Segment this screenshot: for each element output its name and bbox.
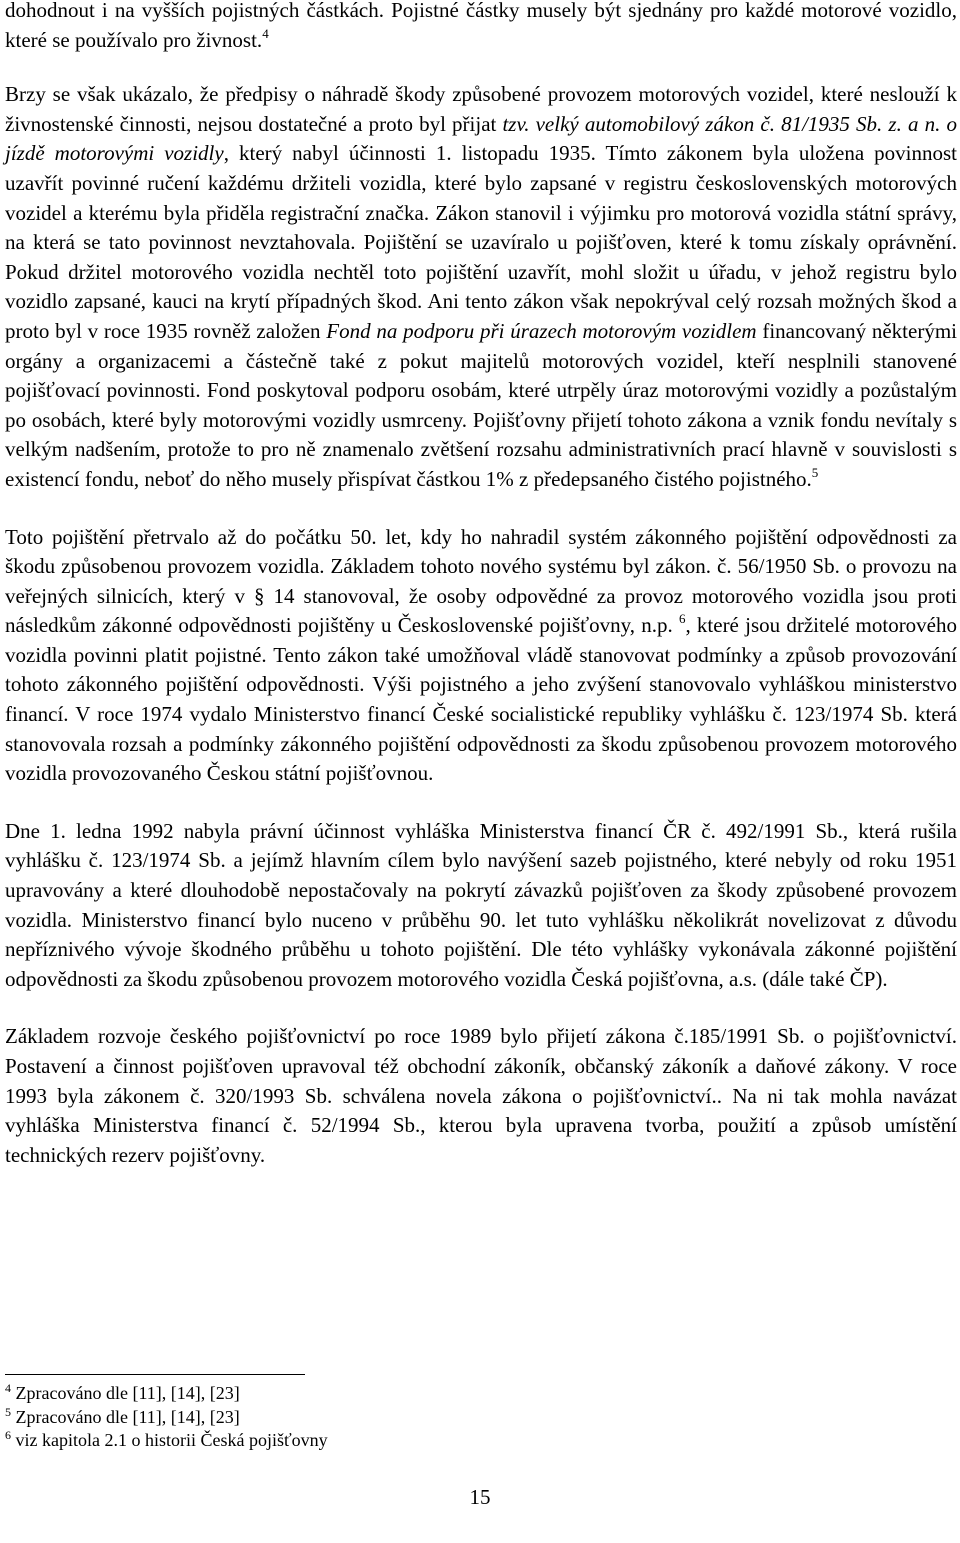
footnote-separator (5, 1374, 305, 1375)
paragraph-insurance-development: Základem rozvoje českého pojišťovnictví po roce 1989 bylo přijetí zákona č.185/1991 Sb. o pojišťovnictví. Postavení a činnost pojišťoven upravoval též obchodní zákoník, občanský zákoník a daňové zákony. V roce 1993 byla zákonem č. 320/1993 Sb. schválena novela zákona o pojišťovnictví.. Na ni tak mohla navázat vyhláška Ministerstva financí č. 52/1994 Sb., kterou byla upravena tvorba, použití a způsob umístění technických rezerv pojišťovny. (5, 1024, 957, 1167)
paragraph-1992-decree: Dne 1. ledna 1992 nabyla právní účinnost vyhláška Ministerstva financí ČR č. 492/1991 Sb., která rušila vyhlášku č. 123/1974 Sb. a jejímž hlavním cílem bylo navýšení sazeb pojistného, které nebyly od roku 1951 upravovány a které dlouhodobě nepostačovaly na pokrytí závazků pojišťoven za škody způsobené provozem vozidla. Ministerstvo financí bylo nuceno v průběhu 90. let tuto vyhlášku několikrát novelizovat z důvodu nepříznivého vývoje škodného průběhu u tohoto pojištění. Dle této vyhlášky vykonávala zákonné pojištění odpovědnosti za škodu způsobenou provozem motorového vozidla Česká pojišťovna, a.s. (dále také ČP). (5, 818, 957, 991)
page-number: 15 (469, 1485, 491, 1509)
footnotes (5, 1382, 905, 1453)
footnote-6: $^6$ viz kapitola 2.1 o historii Česká pojišťovny (5, 1428, 328, 1450)
footnote-ref-6: 6 (678, 611, 686, 627)
paragraph-1950-system: Toto pojištění přetrvalo až do počátku 50. let, kdy ho nahradil systém zákonného pojištění odpovědnosti za škodu způsobenou provozem vozidla. Základem tohoto nového systému byl zákon. č. 56/1950 Sb. o provozu na veřejných silnicích, který v § 14 stanovoval, že osoby odpovědné za provoz motorového vozidla jsou proti následkům zákonné odpovědnosti pojištěny u Československé pojišťovny, n.p. $^6$, které jsou držitelé motorového vozidla povinni platit pojistné. Tento zákon také umožňoval vládě stanovovat podmínky a způsob provozování tohoto zákonného pojištění odpovědnosti. Výši pojistného a jeho zvýšení stanovovalo vyhláškou ministerstvo financí. V roce 1974 vydalo Ministerstvo financí České socialistické republiky vyhlášku č. 123/1974 Sb. která stanovovala rozsah a podmínky zákonného pojištění odpovědnosti za škodu způsobenou provozem motorového vozidla provozovaného Českou státní pojišťovnou. (5, 524, 958, 786)
footnote-ref-5: 5 (811, 464, 819, 480)
document-page (5, 0, 957, 1170)
paragraph-continuation: dohodnout i na vyšších pojistných částkách. Pojistné částky musely být sjednány pro každé motorové vozidlo, které se používalo pro živnost.$^4$ (5, 0, 957, 52)
law-title-italic: tzv. velký automobilový zákon č. 81/1935 Sb. z. a n. o jízdě motorovými vozidly (5, 111, 957, 166)
fund-name-italic: Fond na podporu při úrazech motorovým vozidlem (326, 318, 757, 343)
footnote-5: $^5$ Zpracováno dle [11], [14], [23] (5, 1404, 240, 1427)
footnote-ref-4: 4 (262, 25, 269, 41)
footnote-4: $^4$ Zpracováno dle [11], [14], [23] (5, 1381, 240, 1403)
paragraph-1935-law: Brzy se však ukázalo, že předpisy o náhradě škody způsobené provozem motorových vozidel, které neslouží k živnostenské činnosti, nejsou dostatečné a proto byl přijat tzv. velký automobilový zákon č. 81/1935 Sb. z. a n. o jízdě motorovými vozidly, který nabyl účinnosti 1. listopadu 1935. Tímto zákonem byla uložena povinnost uzavřít povinné ručení každému držiteli vozidla, které bylo zapsané v registru československých motorových vozidel a kterému byla přiděla registrační značka. Zákon stanovil i výjimku pro motorová vozidla státní správy, na která se tato povinnost nevztahovala. Pojištění se uzavíralo u pojišťoven, které k tomu získaly oprávnění. Pokud držitel motorového vozidla nechtěl toto pojištění uzavřít, mohl složit u úřadu, v jehož registru bylo vozidlo zapsané, kauci na krytí případných škod. Ani tento zákon však nepokrýval celý rozsah možných škod a proto byl v roce 1935 rovněž založen Fond na podporu při úrazech motorovým vozidlem financovaný některými orgány a organizacemi a částečně také z pokut majitelů motorových vozidel, kteří nesplnili stanovené pojišťovací povinnosti. Fond poskytoval podporu osobám, které utrpěly úraz motorovými vozidly a pozůstalým po osobách, které byly motorovými vozidly usmrceny. Pojišťovny přijetí tohoto zákona a vznik fondu nevítaly s velkým nadšením, protože to pro ně znamenalo zvětšení rozsahu administrativních prací hlavně v souvislosti s existencí fondu, neboť do něho musely přispívat částkou 1% z předepsaného čistého pojistného.$^5$ (5, 82, 957, 491)
